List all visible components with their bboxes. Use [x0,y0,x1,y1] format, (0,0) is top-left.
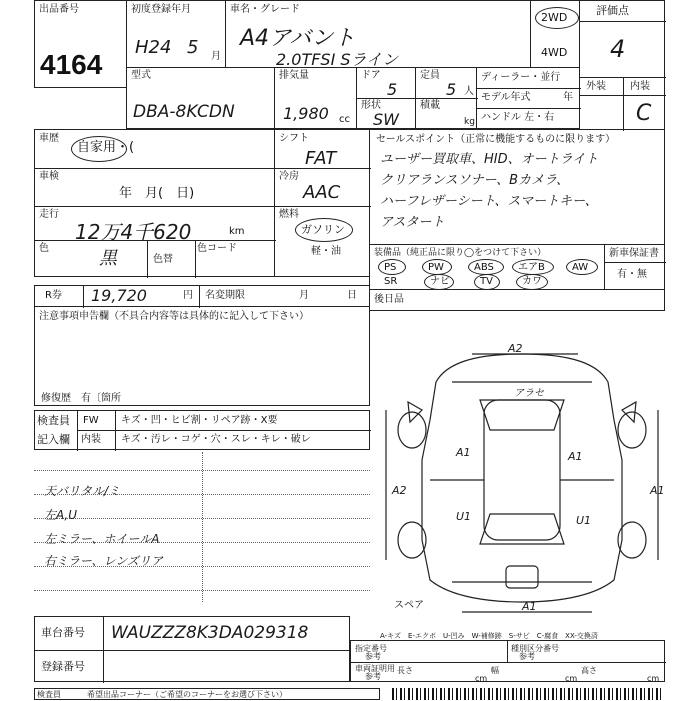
chassis-label: 車台番号 [41,626,85,639]
history-circle [71,136,127,162]
after-box [369,289,665,311]
notes-box [34,306,370,406]
spare-label: スペア [394,600,424,611]
diagram-mark: A2 [392,484,407,497]
sales-point-line: クリアランスソナー、Bカメラ、 [380,173,569,188]
entry-label: 記入欄 [37,433,70,446]
equip-circle-ps [378,259,406,275]
door-label: ドア [361,70,381,81]
lot-number: 4164 [40,49,103,80]
door-value: 5 [387,80,398,99]
load-label: 積載 [420,100,440,111]
month-unit: 月 [211,51,221,62]
diagram-mark: U1 [456,510,472,523]
equipment-label: 装備品（純正品に限り◯をつけて下さい） [374,248,547,258]
color-label: 色 [39,243,49,254]
remark-line: 左A,U [44,508,78,522]
equip-circle-kawa [516,274,548,290]
warranty-value: 有・無 [617,269,647,280]
lot-label: 出品番号 [39,4,79,15]
fw-label: FW [83,415,99,426]
recycle-label: R券 [45,290,62,301]
diagram-mark: A2 [508,342,523,355]
fw-text: キズ・凹・ヒビ割・リペア跡・X要 [121,415,278,426]
warranty-box [604,244,665,290]
sales-point-line: ユーザー買取車、HID、オートライト [380,152,599,167]
width-label: 幅 [491,666,499,675]
chassis-value: WAUZZZ8K3DA029318 [111,623,309,643]
color-change-label: 色替 [153,254,173,265]
fuel-label: 燃料 [279,209,299,220]
equip-ps: PS [384,262,397,273]
dealer-label: ディーラー・並行 [481,72,561,83]
interior-label: 内装 [81,434,101,445]
dealer-box [476,67,580,129]
cm-unit-2: cm [565,674,578,683]
inspector-box [34,410,370,450]
equip-abs: ABS [474,262,494,273]
equip-kawa: カワ [522,276,542,287]
height-label: 高さ [581,666,597,675]
model-name: A4アバント [240,26,356,51]
equip-sr: SR [384,276,398,287]
reg-box [126,0,226,68]
deadline-label: 名変期限 [205,290,245,301]
remark-line: 天バリタル/ミ [44,484,121,498]
shift-value: FAT [305,148,337,169]
inspector-label: 検査員 [37,414,70,427]
notes-label: 注意事項申告欄（不具合内容等は具体的に記入して下さい） [39,311,309,322]
fuel-value: ガソリン [301,223,345,236]
sales-point-lines [380,148,598,232]
score-value: 4 [610,35,626,63]
equip-circle-abs [468,259,504,275]
person-unit: 人 [464,86,474,97]
equip-circle-aw [566,259,598,275]
score-label: 評価点 [596,4,629,17]
type-box [126,67,275,129]
sales-point-label: セールスポイント（正常に機能するものに限ります） [376,134,616,145]
ext-label: 外装 [586,81,606,92]
reg-month: 5 [187,37,199,58]
sales-point-box [369,129,665,245]
ac-label: 冷房 [279,171,299,182]
handle-label: ハンドル 左・右 [481,112,555,123]
remarks-area [34,452,370,602]
drive-2wd: 2WD [541,11,568,24]
cm-unit-3: cm [647,674,660,683]
category-label: 種別区分番号 [511,644,559,653]
ref-1: 参考 [365,652,381,661]
diagram-mark: U1 [576,514,592,527]
history-box [34,129,275,277]
color-code-label: 色コード [197,243,237,254]
reg-year: H24 [135,37,172,58]
diagram-mark: A1 [456,446,471,459]
equip-airbag: エアB [518,262,545,273]
equip-navi: ナビ [430,276,450,287]
inspect-value: 年 月( 日) [119,186,195,201]
model-box [225,0,531,68]
cert-label: 車両証明用 [355,664,395,673]
year-unit: 年 [563,92,573,103]
warranty-label: 新車保証書 [609,248,659,259]
cap-label: 定員 [420,70,440,81]
sales-point-line: アスタート [380,215,445,230]
designated-label: 指定番号 [355,644,387,653]
model-year-label: モデル年式 [481,92,531,103]
deadline-month: 月 [299,290,309,301]
ref-2: 参考 [519,652,535,661]
diagram-mark: A1 [522,600,537,613]
remark-line: 右ミラー、レンズリア [44,554,163,568]
grade: 2.0TFSI Sライン [276,50,399,69]
type-label: 型式 [131,70,151,81]
diagram-mark: アラセ [514,388,544,399]
history-label: 車歴 [39,133,59,144]
mileage-value: 12万4千620 [75,220,192,244]
reg-year-label: 初度登録年月 [131,4,191,15]
int-score: C [636,101,652,126]
equipment-box [369,244,605,290]
inspect-label: 車検 [39,171,59,182]
chassis-box [34,616,350,682]
fuel-circle [295,218,353,242]
recycle-value: 19,720 [91,286,147,305]
barcode [392,688,662,700]
color-value: 黒 [99,248,117,269]
yen-unit: 円 [183,290,193,301]
lot-box [34,0,127,88]
reg-label: 登録番号 [41,660,85,673]
equip-aw: AW [572,262,589,273]
kg-unit: kg [464,117,475,127]
recycle-box [34,285,370,307]
equip-circle-navi [424,274,454,290]
shape-label: 形状 [361,100,381,111]
ac-value: AAC [303,182,341,203]
disp-label: 排気量 [279,70,309,81]
history-value: 自家用・( [77,140,135,155]
disp-value: 1,980 [283,104,329,123]
ref-3: 参考 [365,672,381,681]
car-damage-diagram [372,330,672,616]
equip-circle-pw [422,259,452,275]
cc-unit: cc [339,114,350,125]
cap-box [415,67,477,129]
drive-4wd: 4WD [541,46,568,59]
model-label: 車名・グレード [230,4,300,15]
interior-text: キズ・汚レ・コゲ・穴・スレ・キレ・破レ [121,434,311,445]
cm-unit-1: cm [475,674,488,683]
diagram-mark: A1 [650,484,665,497]
footer-corner: 希望出品コーナー（ご希望のコーナーをお選び下さい） [87,690,287,699]
shape-value: SW [373,110,399,129]
equip-circle-tv [474,274,500,290]
deadline-day: 日 [347,290,357,301]
score-box [579,0,665,130]
designated-box [350,640,665,682]
drive-box [530,0,580,68]
int-label: 内装 [630,81,650,92]
after-label: 後日品 [374,294,404,305]
footer-inspector: 検査員 [37,690,61,699]
remark-line: 左ミラー、ホイールA [44,532,160,546]
equip-circle-airbag [512,259,554,275]
shift-label: シフト [279,133,309,144]
equip-pw: PW [428,262,444,273]
damage-legend: A-キズ E-エクボ U-凹み W-補修跡 S-サビ C-腐食 XX-交換済 [380,632,598,640]
sales-point-line: ハーフレザーシート、スマートキー、 [380,194,598,209]
footer-box [34,688,380,700]
cap-value: 5 [446,80,457,99]
diagram-mark: A1 [568,450,583,463]
mileage-label: 走行 [39,209,59,220]
fuel-other: 軽・油 [311,246,341,257]
type-value: DBA-8KCDN [133,102,235,122]
equip-tv: TV [480,276,493,287]
disp-box [274,67,357,129]
length-label: 長さ [397,666,413,675]
door-box [356,67,416,129]
km-unit: km [229,226,245,237]
repair-label: 修復歴 有〔箇所 [41,393,121,404]
